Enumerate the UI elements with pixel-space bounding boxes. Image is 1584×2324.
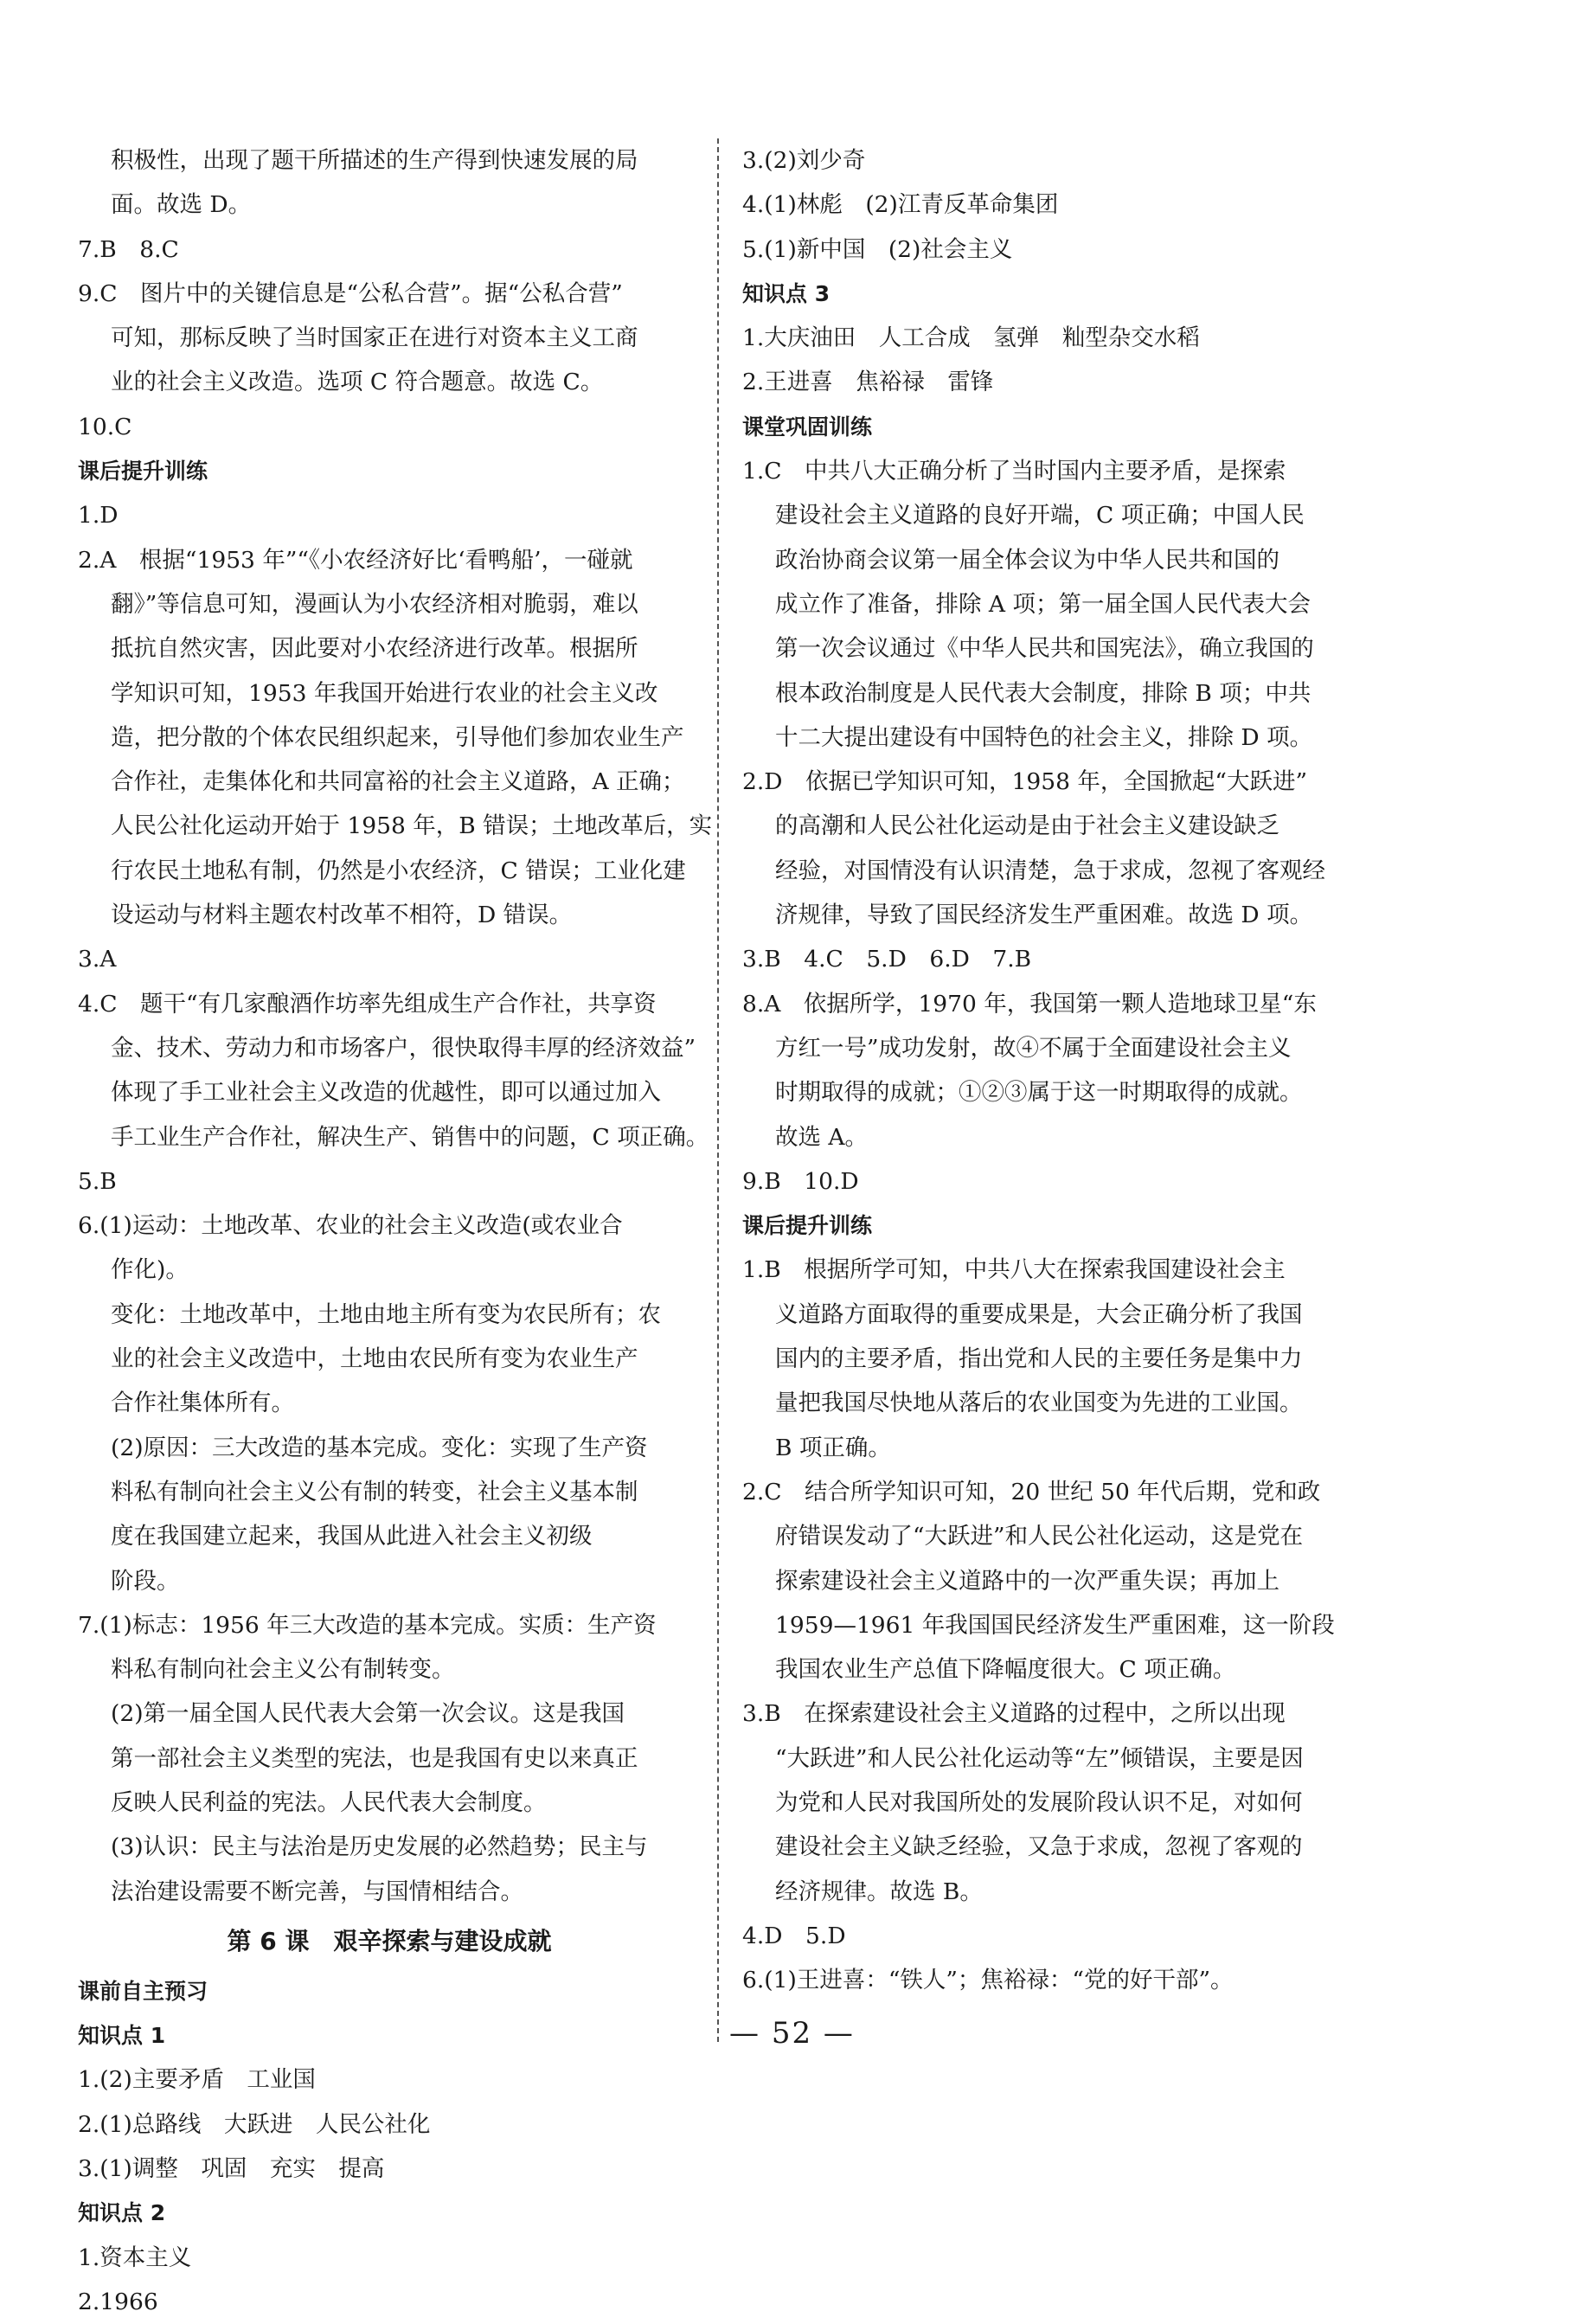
answer-line: 3.(2)刘少奇 bbox=[742, 147, 866, 174]
answer-line: 2.A 根据“1953 年”“《小农经济好比‘看鸭船’，一碰就 bbox=[78, 546, 633, 574]
answer-line: 积极性，出现了题干所描述的生产得到快速发展的局 bbox=[111, 147, 638, 174]
answer-line: 1.B 根据所学可知，中共八大在探索我国建设社会主 bbox=[742, 1256, 1286, 1284]
answer-line: 建设社会主义道路的良好开端，C 项正确；中国人民 bbox=[775, 502, 1305, 530]
answer-line: 我国农业生产总值下降幅度很大。C 项正确。 bbox=[775, 1656, 1236, 1684]
answer-line: 业的社会主义改造。选项 C 符合题意。故选 C。 bbox=[111, 369, 604, 396]
section-heading: 课后提升训练 bbox=[742, 1213, 873, 1239]
answer-line: 翻》”等信息可知，漫画认为小农经济相对脆弱，难以 bbox=[111, 590, 638, 618]
answer-line: (3)认识：民主与法治是历史发展的必然趋势；民主与 bbox=[111, 1833, 648, 1861]
answer-line: 经验，对国情没有认识清楚，急于求成，忽视了客观经 bbox=[775, 857, 1325, 884]
answer-line: 第一部社会主义类型的宪法，也是我国有史以来真正 bbox=[111, 1744, 638, 1772]
answer-line: 第一次会议通过《中华人民共和国宪法》，确立我国的 bbox=[775, 635, 1314, 663]
answer-line: 的高潮和人民公社化运动是由于社会主义建设缺乏 bbox=[775, 812, 1279, 840]
answer-line: 面。故选 D。 bbox=[111, 191, 252, 219]
answer-line: 5.B bbox=[78, 1167, 117, 1195]
answer-line: 变化：土地改革中，土地由地主所有变为农民所有；农 bbox=[111, 1300, 661, 1328]
lesson-title: 第 6 课 艰辛探索与建设成就 bbox=[227, 1926, 552, 1955]
answer-line: 探索建设社会主义道路中的一次严重失误；再加上 bbox=[775, 1567, 1279, 1595]
answer-line: 1.C 中共八大正确分析了当时国内主要矛盾，是探索 bbox=[742, 458, 1286, 485]
answer-line: 设运动与材料主题农村改革不相符，D 错误。 bbox=[111, 902, 573, 929]
section-heading: 知识点 3 bbox=[742, 280, 830, 306]
answer-line: 体现了手工业社会主义改造的优越性，即可以通过加入 bbox=[111, 1079, 661, 1107]
answer-line: 2.1966 bbox=[78, 2288, 158, 2315]
answer-line: 为党和人民对我国所处的发展阶段认识不足，对如何 bbox=[775, 1788, 1303, 1816]
answer-line: (2)原因：三大改造的基本完成。变化：实现了生产资 bbox=[111, 1434, 648, 1461]
answer-line: 故选 A。 bbox=[775, 1123, 869, 1151]
answer-line: 1.大庆油田 人工合成 氢弹 籼型杂交水稻 bbox=[742, 324, 1200, 352]
answer-line: 法治建设需要不断完善，与国情相结合。 bbox=[111, 1878, 523, 1905]
answer-line: 1.资本主义 bbox=[78, 2244, 192, 2271]
answer-line: 合作社，走集体化和共同富裕的社会主义道路，A 正确； bbox=[111, 768, 685, 796]
answer-line: 十二大提出建设有中国特色的社会主义，排除 D 项。 bbox=[775, 723, 1313, 751]
answer-line: 量把我国尽快地从落后的农业国变为先进的工业国。 bbox=[775, 1390, 1303, 1417]
section-heading: 知识点 1 bbox=[78, 2023, 166, 2049]
answer-line: 造，把分散的个体农民组织起来，引导他们参加农业生产 bbox=[111, 723, 684, 751]
answer-line: 9.C 图片中的关键信息是“公私合营”。据“公私合营” bbox=[78, 279, 623, 307]
answer-line: 9.B 10.D bbox=[742, 1167, 859, 1195]
answer-line: 1.D bbox=[78, 502, 119, 530]
answer-line: 政治协商会议第一届全体会议为中华人民共和国的 bbox=[775, 546, 1279, 574]
answer-line: 府错误发动了“大跃进”和人民公社化运动，这是党在 bbox=[775, 1523, 1304, 1550]
answer-line: (2)第一届全国人民代表大会第一次会议。这是我国 bbox=[111, 1700, 625, 1728]
answer-line: 抵抗自然灾害，因此要对小农经济进行改革。根据所 bbox=[111, 635, 638, 663]
answer-line: B 项正确。 bbox=[775, 1434, 891, 1461]
answer-line: 8.A 依据所学，1970 年，我国第一颗人造地球卫星“东 bbox=[742, 990, 1317, 1018]
answer-line: 2.(1)总路线 大跃进 人民公社化 bbox=[78, 2110, 431, 2138]
answer-line: 作化)。 bbox=[111, 1256, 189, 1284]
answer-line: 2.王进喜 焦裕禄 雷锋 bbox=[742, 369, 994, 396]
answer-line: 3.B 在探索建设社会主义道路的过程中，之所以出现 bbox=[742, 1700, 1286, 1728]
answer-line: 1959—1961 年我国国民经济发生严重困难，这一阶段 bbox=[775, 1611, 1335, 1639]
answer-line: 学知识可知，1953 年我国开始进行农业的社会主义改 bbox=[111, 679, 658, 707]
section-heading: 课后提升训练 bbox=[78, 459, 208, 485]
answer-line: 人民公社化运动开始于 1958 年，B 错误；土地改革后，实 bbox=[111, 812, 713, 840]
left-column bbox=[78, 138, 713, 2324]
answer-line: 2.D 依据已学知识可知，1958 年，全国掀起“大跃进” bbox=[742, 768, 1307, 796]
answer-line: 4.C 题干“有几家酿酒作坊率先组成生产合作社，共享资 bbox=[78, 990, 657, 1018]
answer-line: 料私有制向社会主义公有制的转变，社会主义基本制 bbox=[111, 1478, 638, 1505]
answer-line: 4.(1)林彪 (2)江青反革命集团 bbox=[742, 191, 1059, 219]
answer-line: 6.(1)王进喜：“铁人”；焦裕禄：“党的好干部”。 bbox=[742, 1967, 1234, 1994]
answer-line: 经济规律。故选 B。 bbox=[775, 1878, 983, 1905]
answer-line: 阶段。 bbox=[111, 1567, 180, 1595]
answer-line: 建设社会主义缺乏经验，又急于求成，忽视了客观的 bbox=[775, 1833, 1303, 1861]
column-divider bbox=[717, 138, 719, 2042]
page-number: — 52 — bbox=[729, 2016, 855, 2051]
answer-line: 济规律，导致了国民经济发生严重困难。故选 D 项。 bbox=[775, 902, 1313, 929]
answer-line: 度在我国建立起来，我国从此进入社会主义初级 bbox=[111, 1523, 593, 1550]
answer-line: 料私有制向社会主义公有制转变。 bbox=[111, 1656, 455, 1684]
answer-line: 6.(1)运动：土地改革、农业的社会主义改造(或农业合 bbox=[78, 1212, 623, 1240]
section-heading: 课堂巩固训练 bbox=[742, 414, 873, 440]
answer-line: 3.A bbox=[78, 946, 117, 973]
answer-line: 业的社会主义改造中，土地由农民所有变为农业生产 bbox=[111, 1345, 638, 1373]
answer-line: 根本政治制度是人民代表大会制度，排除 B 项；中共 bbox=[775, 679, 1311, 707]
answer-line: 时期取得的成就；①②③属于这一时期取得的成就。 bbox=[775, 1079, 1303, 1107]
answer-line: 反映人民利益的宪法。人民代表大会制度。 bbox=[111, 1788, 547, 1816]
answer-line: 4.D 5.D bbox=[742, 1922, 846, 1949]
answer-line: 合作社集体所有。 bbox=[111, 1390, 294, 1417]
answer-line: “大跃进”和人民公社化运动等“左”倾错误，主要是因 bbox=[775, 1744, 1304, 1772]
answer-line: 2.C 结合所学知识可知，20 世纪 50 年代后期，党和政 bbox=[742, 1478, 1321, 1505]
answer-line: 国内的主要矛盾，指出党和人民的主要任务是集中力 bbox=[775, 1345, 1303, 1373]
answer-line: 10.C bbox=[78, 413, 132, 440]
answer-line: 行农民土地私有制，仍然是小农经济，C 错误；工业化建 bbox=[111, 857, 686, 884]
answer-line: 7.(1)标志：1956 年三大改造的基本完成。实质：生产资 bbox=[78, 1611, 657, 1639]
answer-line: 义道路方面取得的重要成果是，大会正确分析了我国 bbox=[775, 1300, 1303, 1328]
answer-line: 7.B 8.C bbox=[78, 235, 179, 263]
answer-line: 3.B 4.C 5.D 6.D 7.B bbox=[742, 946, 1032, 973]
section-heading: 知识点 2 bbox=[78, 2200, 166, 2226]
right-column bbox=[742, 138, 1376, 2002]
answer-line: 可知，那标反映了当时国家正在进行对资本主义工商 bbox=[111, 324, 638, 352]
answer-line: 3.(1)调整 巩固 充实 提高 bbox=[78, 2155, 385, 2183]
section-heading: 课前自主预习 bbox=[78, 1978, 208, 2004]
answer-line: 成立作了准备，排除 A 项；第一届全国人民代表大会 bbox=[775, 590, 1311, 618]
answer-line: 手工业生产合作社，解决生产、销售中的问题，C 项正确。 bbox=[111, 1123, 709, 1151]
answer-line: 5.(1)新中国 (2)社会主义 bbox=[742, 235, 1013, 263]
answer-line: 金、技术、劳动力和市场客户，很快取得丰厚的经济效益” bbox=[111, 1034, 696, 1062]
answer-line: 1.(2)主要矛盾 工业国 bbox=[78, 2066, 316, 2094]
answer-line: 方红一号”成功发射，故④不属于全面建设社会主义 bbox=[775, 1034, 1292, 1062]
